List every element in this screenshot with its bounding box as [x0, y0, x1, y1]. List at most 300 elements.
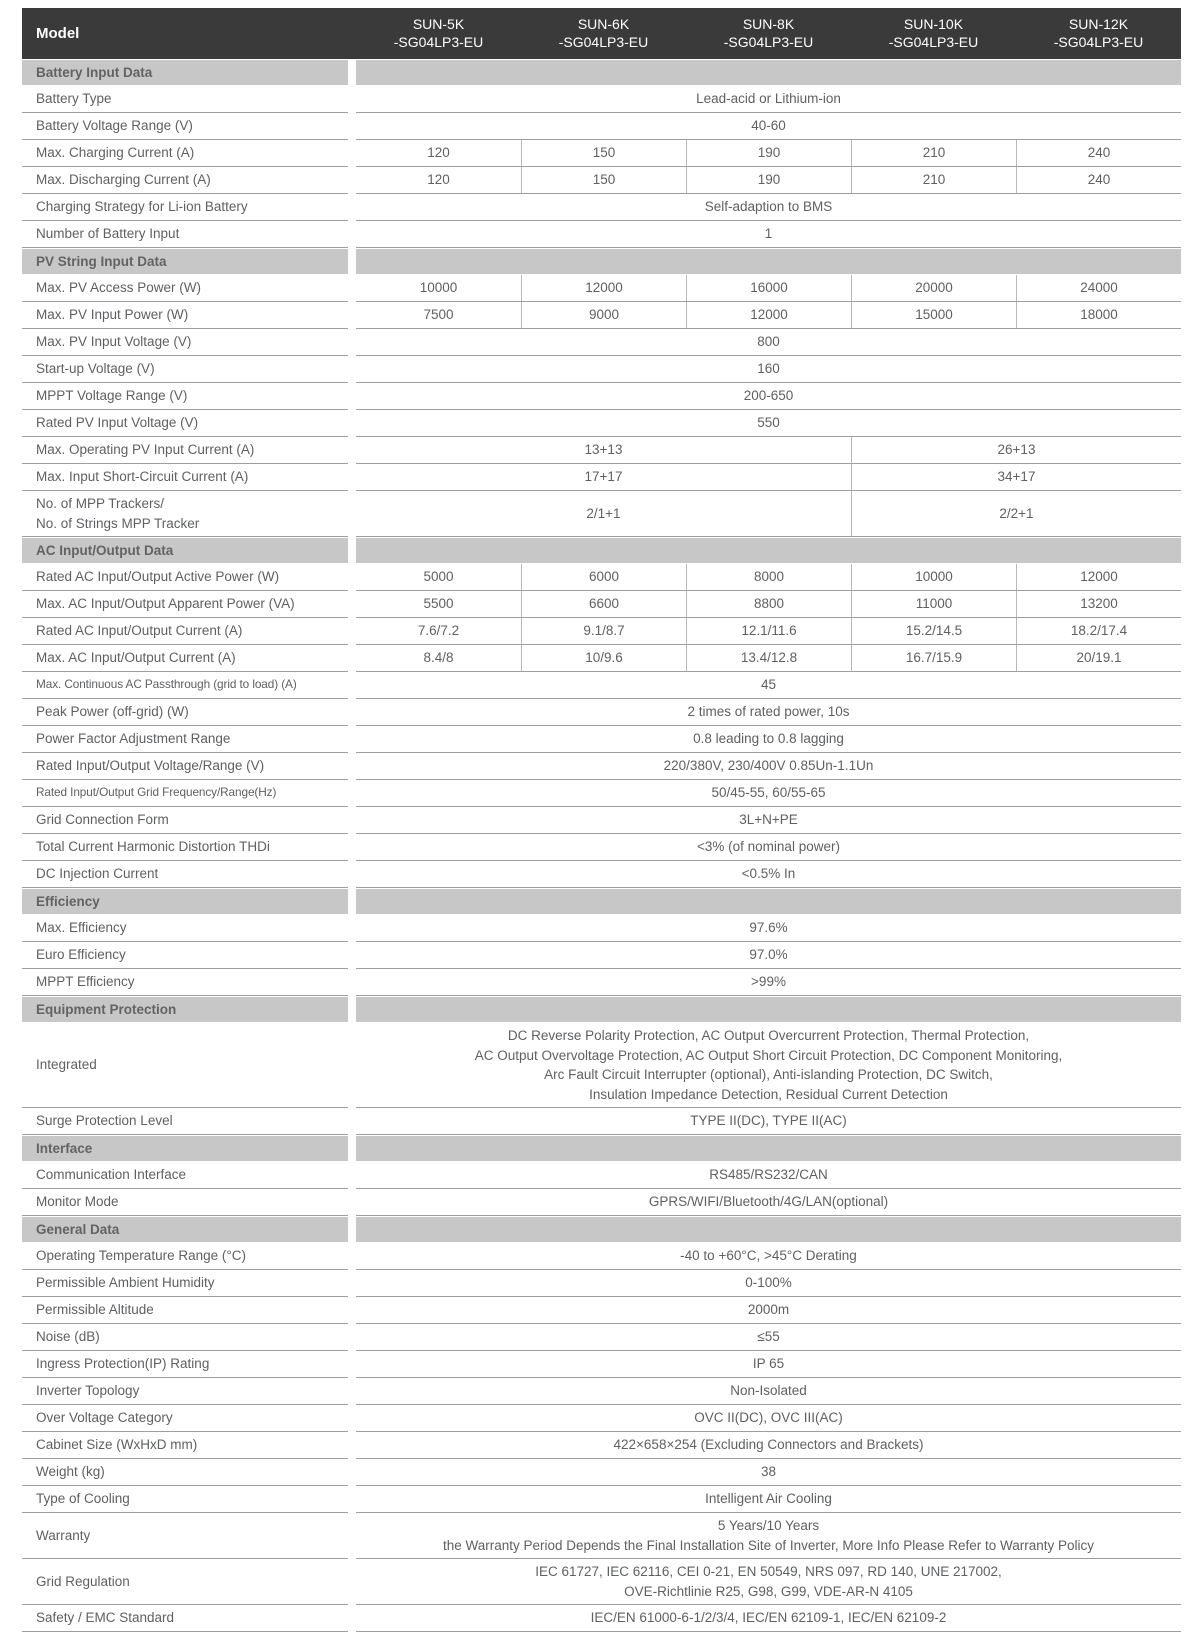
section-bar-fill — [356, 997, 1181, 1022]
row-value-span: 3L+N+PE — [739, 812, 798, 828]
spec-row-type-of-cooling — [22, 1486, 1181, 1513]
row-label — [22, 753, 348, 780]
row-value-col-1: 120 — [427, 172, 450, 188]
row-value-col-5: 24000 — [1016, 275, 1181, 301]
spec-row-rated-input-output-grid-frequency-range-hz — [22, 780, 1181, 807]
row-values — [356, 1605, 1181, 1632]
column-gap — [348, 618, 356, 645]
column-gap — [348, 780, 356, 807]
row-value-col-4: 20000 — [851, 275, 1016, 301]
section-header-equipment-protection — [22, 997, 1181, 1022]
row-label-line1: Battery Voltage Range (V) — [36, 118, 193, 134]
column-gap — [348, 1405, 356, 1432]
row-value-group2: 34+17 — [851, 464, 1181, 490]
section-header-ac-input-output-data — [22, 538, 1181, 563]
column-gap — [348, 302, 356, 329]
section-header-interface — [22, 1136, 1181, 1161]
row-values — [356, 1378, 1181, 1405]
row-label-line1: Peak Power (off-grid) (W) — [36, 704, 189, 720]
row-values — [356, 1243, 1181, 1270]
model-header-sun-5k — [356, 8, 521, 59]
row-value-span: <3% (of nominal power) — [697, 839, 840, 855]
row-value-span: Self-adaption to BMS — [704, 199, 833, 215]
spec-row-ingress-protection-ip-rating — [22, 1351, 1181, 1378]
row-value-span: ≤55 — [757, 1329, 780, 1345]
row-value-span: 50/45-55, 60/55-65 — [711, 785, 826, 801]
column-gap — [348, 1297, 356, 1324]
row-label-line1: Max. PV Access Power (W) — [36, 280, 202, 296]
row-value-col-3: 12.1/11.6 — [686, 618, 851, 644]
row-values — [356, 167, 1181, 194]
row-label-line1: Operating Temperature Range (°C) — [36, 1248, 247, 1264]
row-label-line1: Start-up Voltage (V) — [36, 361, 155, 377]
row-label — [22, 1513, 348, 1559]
row-values — [356, 113, 1181, 140]
row-label-line1: Over Voltage Category — [36, 1410, 173, 1426]
column-gap — [348, 1270, 356, 1297]
row-values — [356, 726, 1181, 753]
column-gap — [348, 167, 356, 194]
spec-row-battery-voltage-range-v — [22, 113, 1181, 140]
row-label-line1: Weight (kg) — [36, 1464, 105, 1480]
model-name-line1: SUN-12K — [1068, 16, 1129, 32]
row-label — [22, 221, 348, 248]
section-header-efficiency — [22, 889, 1181, 914]
column-gap — [348, 356, 356, 383]
spec-row-max-input-short-circuit-current-a — [22, 464, 1181, 491]
row-value-span: 38 — [760, 1464, 777, 1480]
spec-row-surge-protection-level — [22, 1108, 1181, 1135]
row-value-span: RS485/RS232/CAN — [709, 1167, 828, 1183]
section-title: Interface — [22, 1136, 348, 1161]
model-name-line2: -SG04LP3-EU — [888, 33, 979, 50]
row-value-span: IP 65 — [752, 1356, 785, 1372]
row-label — [22, 942, 348, 969]
spec-row-rated-pv-input-voltage-v — [22, 410, 1181, 437]
column-gap — [348, 672, 356, 699]
model-header-sun-8k — [686, 8, 851, 59]
row-label — [22, 1351, 348, 1378]
row-values — [356, 834, 1181, 861]
row-values — [356, 464, 1181, 491]
row-values — [356, 1513, 1181, 1559]
column-gap — [348, 1243, 356, 1270]
row-values — [356, 1297, 1181, 1324]
column-gap — [348, 410, 356, 437]
row-value-span: 45 — [760, 677, 777, 693]
spec-row-max-pv-input-power-w — [22, 302, 1181, 329]
row-value-col-4: 210 — [851, 167, 1016, 193]
row-values — [356, 221, 1181, 248]
row-value-col-5: 18000 — [1016, 302, 1181, 328]
row-value-col-1: 7500 — [423, 307, 454, 323]
row-label-line1: Ingress Protection(IP) Rating — [36, 1356, 210, 1372]
row-value-col-3: 12000 — [686, 302, 851, 328]
row-label-line1: Rated AC Input/Output Active Power (W) — [36, 569, 280, 585]
spec-row-number-of-battery-input — [22, 221, 1181, 248]
column-gap — [348, 1023, 356, 1108]
row-label-line1: Surge Protection Level — [36, 1113, 173, 1129]
spec-row-max-operating-pv-input-current-a — [22, 437, 1181, 464]
row-label — [22, 969, 348, 996]
spec-row-mppt-voltage-range-v — [22, 383, 1181, 410]
row-value-line: AC Output Overvoltage Protection, AC Output Short Circuit Protection, DC Component Monitoring, — [474, 1047, 1063, 1063]
row-label-line1: Monitor Mode — [36, 1194, 119, 1210]
row-value-col-3: 8000 — [686, 564, 851, 590]
section-bar-fill — [356, 1136, 1181, 1161]
row-value-col-2: 6600 — [521, 591, 686, 617]
row-values — [356, 591, 1181, 618]
model-name-line2: -SG04LP3-EU — [393, 33, 484, 50]
row-values — [356, 437, 1181, 464]
spec-table-body — [22, 60, 1181, 1632]
row-label-line1: Max. PV Input Power (W) — [36, 307, 189, 323]
column-gap — [348, 1486, 356, 1513]
row-label-line1: Integrated — [36, 1057, 97, 1073]
row-values — [356, 356, 1181, 383]
row-value-span: 40-60 — [751, 118, 786, 134]
row-label-line1: Grid Regulation — [36, 1573, 130, 1589]
row-value-group1: 2/1+1 — [586, 505, 621, 521]
row-value-col-2: 9.1/8.7 — [521, 618, 686, 644]
row-label — [22, 591, 348, 618]
model-header-sun-6k — [521, 8, 686, 59]
spec-row-rated-ac-input-output-current-a — [22, 618, 1181, 645]
row-values — [356, 1162, 1181, 1189]
column-gap — [348, 1189, 356, 1216]
section-title: Efficiency — [22, 889, 348, 914]
spec-row-rated-input-output-voltage-range-v — [22, 753, 1181, 780]
model-header-columns — [356, 8, 1181, 59]
column-gap — [348, 942, 356, 969]
column-gap — [348, 1513, 356, 1559]
row-label — [22, 167, 348, 194]
section-bar-gap — [348, 997, 356, 1022]
row-label — [22, 780, 348, 807]
row-values — [356, 699, 1181, 726]
row-label-line1: Rated Input/Output Grid Frequency/Range(Hz) — [36, 785, 277, 800]
column-gap — [348, 564, 356, 591]
column-gap — [348, 1432, 356, 1459]
row-value-line: DC Reverse Polarity Protection, AC Output Overcurrent Protection, Thermal Protection, — [507, 1028, 1030, 1043]
row-label — [22, 726, 348, 753]
row-value-span: >99% — [751, 974, 786, 990]
row-value-col-5: 240 — [1016, 140, 1181, 166]
row-label-line1: Max. AC Input/Output Current (A) — [36, 650, 236, 666]
row-value-span: 2000m — [747, 1302, 790, 1318]
column-gap — [348, 915, 356, 942]
column-gap — [348, 726, 356, 753]
row-value-col-4: 10000 — [851, 564, 1016, 590]
spec-row-monitor-mode — [22, 1189, 1181, 1216]
row-label — [22, 1108, 348, 1135]
spec-row-rated-ac-input-output-active-power-w — [22, 564, 1181, 591]
row-value-span: 2 times of rated power, 10s — [687, 704, 850, 720]
spec-row-grid-connection-form — [22, 807, 1181, 834]
row-label — [22, 1023, 348, 1108]
row-value-col-1: 10000 — [419, 280, 458, 296]
row-label-line1: MPPT Efficiency — [36, 974, 135, 990]
row-value-col-2: 9000 — [521, 302, 686, 328]
spec-row-euro-efficiency — [22, 942, 1181, 969]
row-label-line1: Max. Discharging Current (A) — [36, 172, 211, 188]
row-label-line1: Inverter Topology — [36, 1383, 140, 1399]
row-label — [22, 464, 348, 491]
row-label-line1: Max. Charging Current (A) — [36, 145, 195, 161]
model-name-line2: -SG04LP3-EU — [558, 33, 649, 50]
row-values — [356, 1459, 1181, 1486]
row-value-col-1: 5000 — [423, 569, 454, 585]
row-value-span: 1 — [764, 226, 773, 242]
row-value-span: IEC/EN 61000-6-1/2/3/4, IEC/EN 62109-1, IEC/EN 62109-2 — [590, 1610, 947, 1626]
row-label — [22, 356, 348, 383]
column-gap — [348, 834, 356, 861]
row-label-line1: No. of MPP Trackers/ — [36, 496, 165, 511]
row-label-line1: MPPT Voltage Range (V) — [36, 388, 188, 404]
row-values — [356, 1324, 1181, 1351]
section-header-general-data — [22, 1217, 1181, 1242]
row-value-col-3: 16000 — [686, 275, 851, 301]
row-label — [22, 383, 348, 410]
section-bar-gap — [348, 1136, 356, 1161]
model-name-line1: SUN-10K — [903, 16, 964, 32]
column-gap — [348, 591, 356, 618]
row-value-col-4: 15.2/14.5 — [851, 618, 1016, 644]
row-values — [356, 915, 1181, 942]
row-label — [22, 410, 348, 437]
spec-row-grid-regulation — [22, 1559, 1181, 1605]
column-gap — [348, 861, 356, 888]
row-value-col-2: 10/9.6 — [521, 645, 686, 671]
row-label-line1: Warranty — [36, 1527, 91, 1543]
row-value-col-1: 7.6/7.2 — [417, 623, 460, 639]
row-values — [356, 1270, 1181, 1297]
model-name-line1: SUN-5K — [412, 16, 465, 32]
row-label-line1: Safety / EMC Standard — [36, 1610, 175, 1626]
row-value-line: OVE-Richtlinie R25, G98, G99, VDE-AR-N 4105 — [624, 1583, 913, 1599]
row-value-span: <0.5% In — [741, 866, 796, 882]
row-label — [22, 1605, 348, 1632]
column-gap — [348, 1605, 356, 1632]
section-title: Equipment Protection — [22, 997, 348, 1022]
row-values — [356, 329, 1181, 356]
row-label — [22, 86, 348, 113]
row-values — [356, 86, 1181, 113]
row-label — [22, 1162, 348, 1189]
spec-row-power-factor-adjustment-range — [22, 726, 1181, 753]
row-label — [22, 645, 348, 672]
row-label — [22, 1297, 348, 1324]
section-bar-fill — [356, 1217, 1181, 1242]
row-value-col-3: 190 — [686, 140, 851, 166]
row-label — [22, 1270, 348, 1297]
row-label-line1: Type of Cooling — [36, 1491, 130, 1507]
row-value-multiline — [356, 1023, 1181, 1107]
row-label — [22, 564, 348, 591]
row-values — [356, 780, 1181, 807]
spec-row-max-pv-input-voltage-v — [22, 329, 1181, 356]
row-value-group1: 13+13 — [584, 442, 623, 458]
row-value-col-3: 8800 — [686, 591, 851, 617]
row-values — [356, 302, 1181, 329]
row-values — [356, 491, 1181, 537]
column-gap — [348, 383, 356, 410]
row-label-line1: Permissible Ambient Humidity — [36, 1275, 215, 1291]
row-value-col-4: 15000 — [851, 302, 1016, 328]
column-gap — [348, 1351, 356, 1378]
row-value-col-5: 240 — [1016, 167, 1181, 193]
row-value-span: 220/380V, 230/400V 0.85Un-1.1Un — [663, 758, 874, 774]
row-label — [22, 672, 348, 699]
spec-table — [22, 8, 1181, 1632]
row-label-line1: Number of Battery Input — [36, 226, 180, 242]
row-label-line1: Communication Interface — [36, 1167, 187, 1183]
row-value-line: Insulation Impedance Detection, Residual Current Detection — [589, 1086, 948, 1102]
column-gap — [348, 1324, 356, 1351]
row-label — [22, 1243, 348, 1270]
row-values — [356, 618, 1181, 645]
row-label-line1: Cabinet Size (WxHxD mm) — [36, 1437, 198, 1453]
column-gap — [348, 194, 356, 221]
section-bar-gap — [348, 249, 356, 274]
row-label-line1: Permissible Altitude — [36, 1302, 154, 1318]
row-label-line1: Max. Continuous AC Passthrough (grid to load) (A) — [36, 677, 297, 692]
row-values — [356, 140, 1181, 167]
section-title: AC Input/Output Data — [22, 538, 348, 563]
spec-row-max-charging-current-a — [22, 140, 1181, 167]
row-value-group2: 2/2+1 — [851, 491, 1181, 536]
model-header-sun-12k — [1016, 8, 1181, 59]
row-value-multiline — [356, 1513, 1181, 1558]
spec-row-inverter-topology — [22, 1378, 1181, 1405]
row-value-multiline — [356, 1559, 1181, 1604]
row-values — [356, 861, 1181, 888]
row-label-line1: Euro Efficiency — [36, 947, 126, 963]
row-value-col-4: 210 — [851, 140, 1016, 166]
column-gap — [348, 140, 356, 167]
row-value-line: IEC 61727, IEC 62116, CEI 0-21, EN 50549, NRS 097, RD 140, UNE 217002, — [535, 1564, 1002, 1579]
row-label — [22, 1405, 348, 1432]
row-label — [22, 113, 348, 140]
row-label-line1: Charging Strategy for Li-ion Battery — [36, 199, 248, 215]
column-gap — [348, 86, 356, 113]
column-gap — [348, 275, 356, 302]
row-label — [22, 1324, 348, 1351]
row-label-line1: Max. Efficiency — [36, 920, 127, 936]
spec-row-max-ac-input-output-apparent-power-va — [22, 591, 1181, 618]
section-title: Battery Input Data — [22, 60, 348, 85]
row-label-line1: Max. AC Input/Output Apparent Power (VA) — [36, 596, 295, 612]
spec-row-no-of-mpp-trackers — [22, 491, 1181, 537]
model-name-line2: -SG04LP3-EU — [1053, 33, 1144, 50]
column-gap — [348, 1108, 356, 1135]
section-header-pv-string-input-data — [22, 249, 1181, 274]
row-value-span: GPRS/WIFI/Bluetooth/4G/LAN(optional) — [648, 1194, 889, 1210]
row-value-col-2: 150 — [521, 140, 686, 166]
section-bar-gap — [348, 1217, 356, 1242]
row-values — [356, 1189, 1181, 1216]
row-value-col-5: 20/19.1 — [1016, 645, 1181, 671]
row-label — [22, 807, 348, 834]
section-bar-fill — [356, 538, 1181, 563]
column-gap — [348, 699, 356, 726]
spec-row-weight-kg — [22, 1459, 1181, 1486]
row-label — [22, 1189, 348, 1216]
model-name-line2: -SG04LP3-EU — [723, 33, 814, 50]
section-header-battery-input-data — [22, 60, 1181, 85]
row-value-span: 97.6% — [749, 920, 788, 936]
row-label-line1: Rated AC Input/Output Current (A) — [36, 623, 243, 639]
spec-row-permissible-altitude — [22, 1297, 1181, 1324]
row-label-line1: Rated PV Input Voltage (V) — [36, 415, 199, 431]
row-value-col-1: 5500 — [423, 596, 454, 612]
row-label — [22, 1432, 348, 1459]
spec-row-max-discharging-current-a — [22, 167, 1181, 194]
row-values — [356, 1351, 1181, 1378]
row-values — [356, 1405, 1181, 1432]
row-values — [356, 194, 1181, 221]
row-value-line: 5 Years/10 Years — [717, 1518, 820, 1533]
row-label-line1: Max. Operating PV Input Current (A) — [36, 442, 255, 458]
row-value-span: Lead-acid or Lithium-ion — [696, 91, 841, 107]
row-label — [22, 861, 348, 888]
row-value-span: -40 to +60°C, >45°C Derating — [680, 1248, 857, 1264]
row-value-col-1: 120 — [427, 145, 450, 161]
row-label — [22, 1378, 348, 1405]
row-values — [356, 1559, 1181, 1605]
row-values — [356, 672, 1181, 699]
section-title: General Data — [22, 1217, 348, 1242]
spec-row-operating-temperature-range-c — [22, 1243, 1181, 1270]
row-values — [356, 969, 1181, 996]
row-label — [22, 1459, 348, 1486]
row-values — [356, 564, 1181, 591]
spec-row-max-pv-access-power-w — [22, 275, 1181, 302]
row-value-group2: 26+13 — [851, 437, 1181, 463]
spec-row-integrated — [22, 1023, 1181, 1108]
column-gap — [348, 1378, 356, 1405]
row-label — [22, 437, 348, 464]
row-values — [356, 807, 1181, 834]
row-label — [22, 302, 348, 329]
column-gap — [348, 645, 356, 672]
row-value-col-3: 190 — [686, 167, 851, 193]
spec-row-total-current-harmonic-distortion-thdi — [22, 834, 1181, 861]
row-label-line1: Noise (dB) — [36, 1329, 100, 1345]
row-values — [356, 410, 1181, 437]
row-label — [22, 491, 348, 537]
row-value-span: Intelligent Air Cooling — [705, 1491, 832, 1507]
row-value-col-2: 12000 — [521, 275, 686, 301]
row-values — [356, 1023, 1181, 1108]
column-gap — [348, 437, 356, 464]
row-value-group1: 17+17 — [584, 469, 623, 485]
row-value-col-5: 18.2/17.4 — [1016, 618, 1181, 644]
spec-row-max-efficiency — [22, 915, 1181, 942]
row-value-span: 0-100% — [745, 1275, 792, 1291]
row-value-span: 800 — [757, 334, 780, 350]
column-gap — [348, 1559, 356, 1605]
spec-row-start-up-voltage-v — [22, 356, 1181, 383]
row-value-col-2: 6000 — [521, 564, 686, 590]
section-bar-gap — [348, 60, 356, 85]
row-label-line1: Battery Type — [36, 91, 112, 107]
column-gap — [348, 807, 356, 834]
row-value-col-4: 11000 — [851, 591, 1016, 617]
row-label — [22, 618, 348, 645]
row-label-line1: Max. PV Input Voltage (V) — [36, 334, 192, 350]
spec-row-battery-type — [22, 86, 1181, 113]
